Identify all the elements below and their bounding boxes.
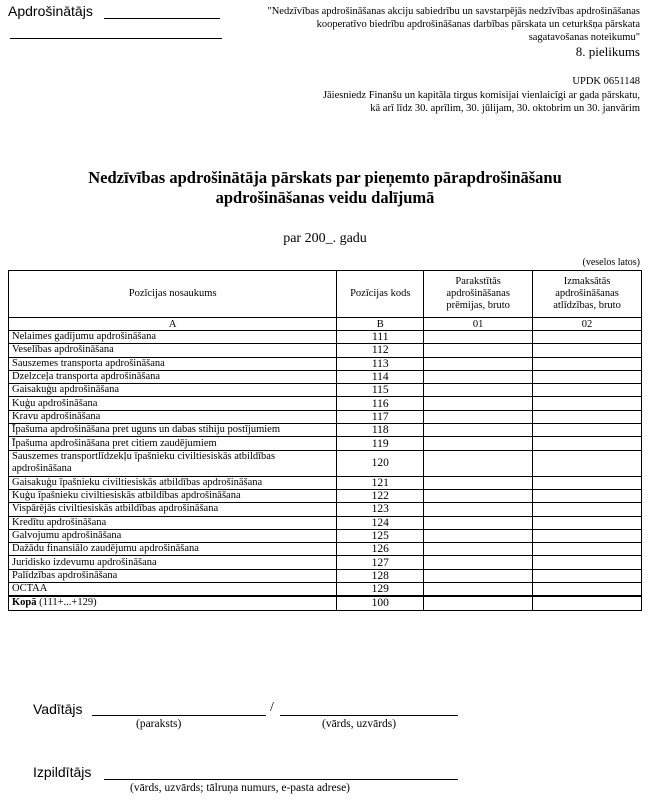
table-row <box>9 503 642 516</box>
row-code: 123 <box>337 503 424 516</box>
row-name: Kravu apdrošināšana <box>9 410 337 423</box>
row-code: 128 <box>337 569 424 582</box>
reinsurance-table <box>8 270 642 611</box>
row-name: Gaisakuģu īpašnieku civiltiesiskās atbildības apdrošināšana <box>9 476 337 489</box>
table-row <box>9 543 642 556</box>
table-row <box>9 556 642 569</box>
premiums-cell[interactable] <box>424 543 533 556</box>
header-code-01: 01 <box>424 318 533 331</box>
row-code: 125 <box>337 529 424 542</box>
head-name-line[interactable] <box>280 715 458 716</box>
row-code: 113 <box>337 357 424 370</box>
row-name: Veselības apdrošināšana <box>9 344 337 357</box>
submission-line-1: Jāiesniedz Finanšu un kapitāla tirgus komisijai vienlaicīgi ar gada pārskatu, <box>322 90 640 101</box>
insurer-line-2[interactable] <box>10 38 222 39</box>
total-row <box>9 596 642 610</box>
premiums-cell[interactable] <box>424 476 533 489</box>
table-row <box>9 476 642 489</box>
premiums-cell[interactable] <box>424 503 533 516</box>
premiums-cell[interactable] <box>424 489 533 502</box>
claims-cell[interactable] <box>533 556 642 569</box>
submission-line-2: kā arī līdz 30. aprīlim, 30. jūlijam, 30. oktobrim un 30. janvārim <box>370 103 640 114</box>
header-code-a: A <box>9 318 337 331</box>
premiums-cell[interactable] <box>424 583 533 597</box>
header-code-b: B <box>337 318 424 331</box>
claims-cell[interactable] <box>533 529 642 542</box>
table-row <box>9 489 642 502</box>
row-code: 114 <box>337 370 424 383</box>
row-code: 120 <box>337 450 424 476</box>
claims-cell[interactable] <box>533 384 642 397</box>
header-name: Pozīcijas nosaukums <box>9 271 337 318</box>
regulation-reference: "Nedzīvības apdrošināšanas akciju sabiedrību un savstarpējās nedzīvības apdrošināšanas kooperatīvo biedrību apdrošināšanas darbības pārskata un ceturkšņa pārskata sagatavošanas noteikumu" <box>267 6 640 43</box>
row-code: 127 <box>337 556 424 569</box>
table-row <box>9 370 642 383</box>
table-row <box>9 437 642 450</box>
submission-note <box>200 89 640 115</box>
report-title-line-2: apdrošināšanas veidu dalījumā <box>215 188 435 207</box>
claims-cell[interactable] <box>533 516 642 529</box>
row-code: 122 <box>337 489 424 502</box>
header-code-02: 02 <box>533 318 642 331</box>
row-name: Dažādu finansiālo zaudējumu apdrošināšana <box>9 543 337 556</box>
claims-cell[interactable] <box>533 344 642 357</box>
premiums-cell[interactable] <box>424 569 533 582</box>
row-code: 121 <box>337 476 424 489</box>
claims-cell[interactable] <box>533 370 642 383</box>
row-name: Dzelzceļa transporta apdrošināšana <box>9 370 337 383</box>
claims-cell[interactable] <box>533 543 642 556</box>
report-title-line-1: Nedzīvības apdrošinātāja pārskats par pieņemto pārapdrošināšanu <box>88 168 562 187</box>
table-header-row <box>9 271 642 318</box>
updk-code: UPDK 0651148 <box>572 76 640 87</box>
table-row <box>9 583 642 597</box>
premiums-cell[interactable] <box>424 357 533 370</box>
signature-caption: (paraksts) <box>136 718 182 730</box>
premiums-cell[interactable] <box>424 450 533 476</box>
table-row <box>9 344 642 357</box>
row-name: Sauszemes transportlīdzekļu īpašnieku civiltiesiskās atbildības apdrošināšana <box>9 450 337 476</box>
claims-cell[interactable] <box>533 357 642 370</box>
total-premiums-cell[interactable] <box>424 596 533 610</box>
header-code: Pozīcijas kods <box>337 271 424 318</box>
units-note: (veselos latos) <box>582 257 640 268</box>
claims-cell[interactable] <box>533 569 642 582</box>
total-label-bold: Kopā <box>12 597 37 609</box>
head-signature-line[interactable] <box>92 715 266 716</box>
premiums-cell[interactable] <box>424 529 533 542</box>
table-row <box>9 331 642 344</box>
row-name: Vispārējās civiltiesiskās atbildības apdrošināšana <box>9 503 337 516</box>
table-row <box>9 516 642 529</box>
total-label-formula: (111+...+129) <box>36 597 97 609</box>
premiums-cell[interactable] <box>424 410 533 423</box>
total-code: 100 <box>337 596 424 610</box>
row-code: 116 <box>337 397 424 410</box>
row-name: Sauszemes transporta apdrošināšana <box>9 357 337 370</box>
table-row <box>9 384 642 397</box>
claims-cell[interactable] <box>533 424 642 437</box>
premiums-cell[interactable] <box>424 516 533 529</box>
row-name: Īpašuma apdrošināšana pret citiem zaudējumiem <box>9 437 337 450</box>
premiums-cell[interactable] <box>424 424 533 437</box>
row-name: Juridisko izdevumu apdrošināšana <box>9 556 337 569</box>
row-code: 111 <box>337 331 424 344</box>
premiums-cell[interactable] <box>424 556 533 569</box>
row-name: Galvojumu apdrošināšana <box>9 529 337 542</box>
row-code: 115 <box>337 384 424 397</box>
claims-cell[interactable] <box>533 410 642 423</box>
claims-cell[interactable] <box>533 583 642 597</box>
row-name: Gaisakuģu apdrošināšana <box>9 384 337 397</box>
total-label <box>9 596 337 610</box>
premiums-cell[interactable] <box>424 384 533 397</box>
row-name: Kuģu īpašnieku civiltiesiskās atbildības apdrošināšana <box>9 489 337 502</box>
row-name: Īpašuma apdrošināšana pret uguns un dabas stihiju postījumiem <box>9 424 337 437</box>
executor-label: Izpildītājs <box>33 764 92 780</box>
row-code: 112 <box>337 344 424 357</box>
claims-cell[interactable] <box>533 437 642 450</box>
table-row <box>9 569 642 582</box>
table-row <box>9 357 642 370</box>
row-name: Nelaimes gadījumu apdrošināšana <box>9 331 337 344</box>
report-title <box>0 168 650 208</box>
name-caption: (vārds, uzvārds) <box>322 718 397 730</box>
row-name: OCTAA <box>9 583 337 597</box>
premiums-cell[interactable] <box>424 344 533 357</box>
row-code: 118 <box>337 424 424 437</box>
total-claims-cell[interactable] <box>533 596 642 610</box>
premiums-cell[interactable] <box>424 331 533 344</box>
insurer-label: Apdrošinātājs <box>8 3 93 19</box>
table-row <box>9 410 642 423</box>
signature-slash: / <box>270 700 274 715</box>
appendix-number: 8. pielikums <box>575 44 640 59</box>
row-name: Kredītu apdrošināšana <box>9 516 337 529</box>
report-year: par 200_. gadu <box>283 231 367 246</box>
table-body <box>9 331 642 611</box>
table-row <box>9 424 642 437</box>
premiums-cell[interactable] <box>424 437 533 450</box>
row-code: 119 <box>337 437 424 450</box>
row-code: 129 <box>337 583 424 597</box>
header-premiums: Parakstītās apdrošināšanas prēmijas, bruto <box>424 271 533 318</box>
row-code: 126 <box>337 543 424 556</box>
table-row <box>9 450 642 476</box>
table-row <box>9 529 642 542</box>
claims-cell[interactable] <box>533 476 642 489</box>
table-column-codes-row <box>9 318 642 331</box>
head-label: Vadītājs <box>33 701 83 717</box>
row-name: Kuģu apdrošināšana <box>9 397 337 410</box>
row-code: 117 <box>337 410 424 423</box>
table-row <box>9 397 642 410</box>
header-claims: Izmaksātās apdrošināšanas atlīdzības, bruto <box>533 271 642 318</box>
claims-cell[interactable] <box>533 489 642 502</box>
insurer-line-1[interactable] <box>104 18 220 19</box>
row-code: 124 <box>337 516 424 529</box>
claims-cell[interactable] <box>533 397 642 410</box>
claims-cell[interactable] <box>533 331 642 344</box>
executor-caption: (vārds, uzvārds; tālruņa numurs, e-pasta adrese) <box>130 782 351 794</box>
claims-cell[interactable] <box>533 503 642 516</box>
premiums-cell[interactable] <box>424 370 533 383</box>
executor-line[interactable] <box>104 779 458 780</box>
row-name: Palīdzības apdrošināšana <box>9 569 337 582</box>
claims-cell[interactable] <box>533 450 642 476</box>
premiums-cell[interactable] <box>424 397 533 410</box>
